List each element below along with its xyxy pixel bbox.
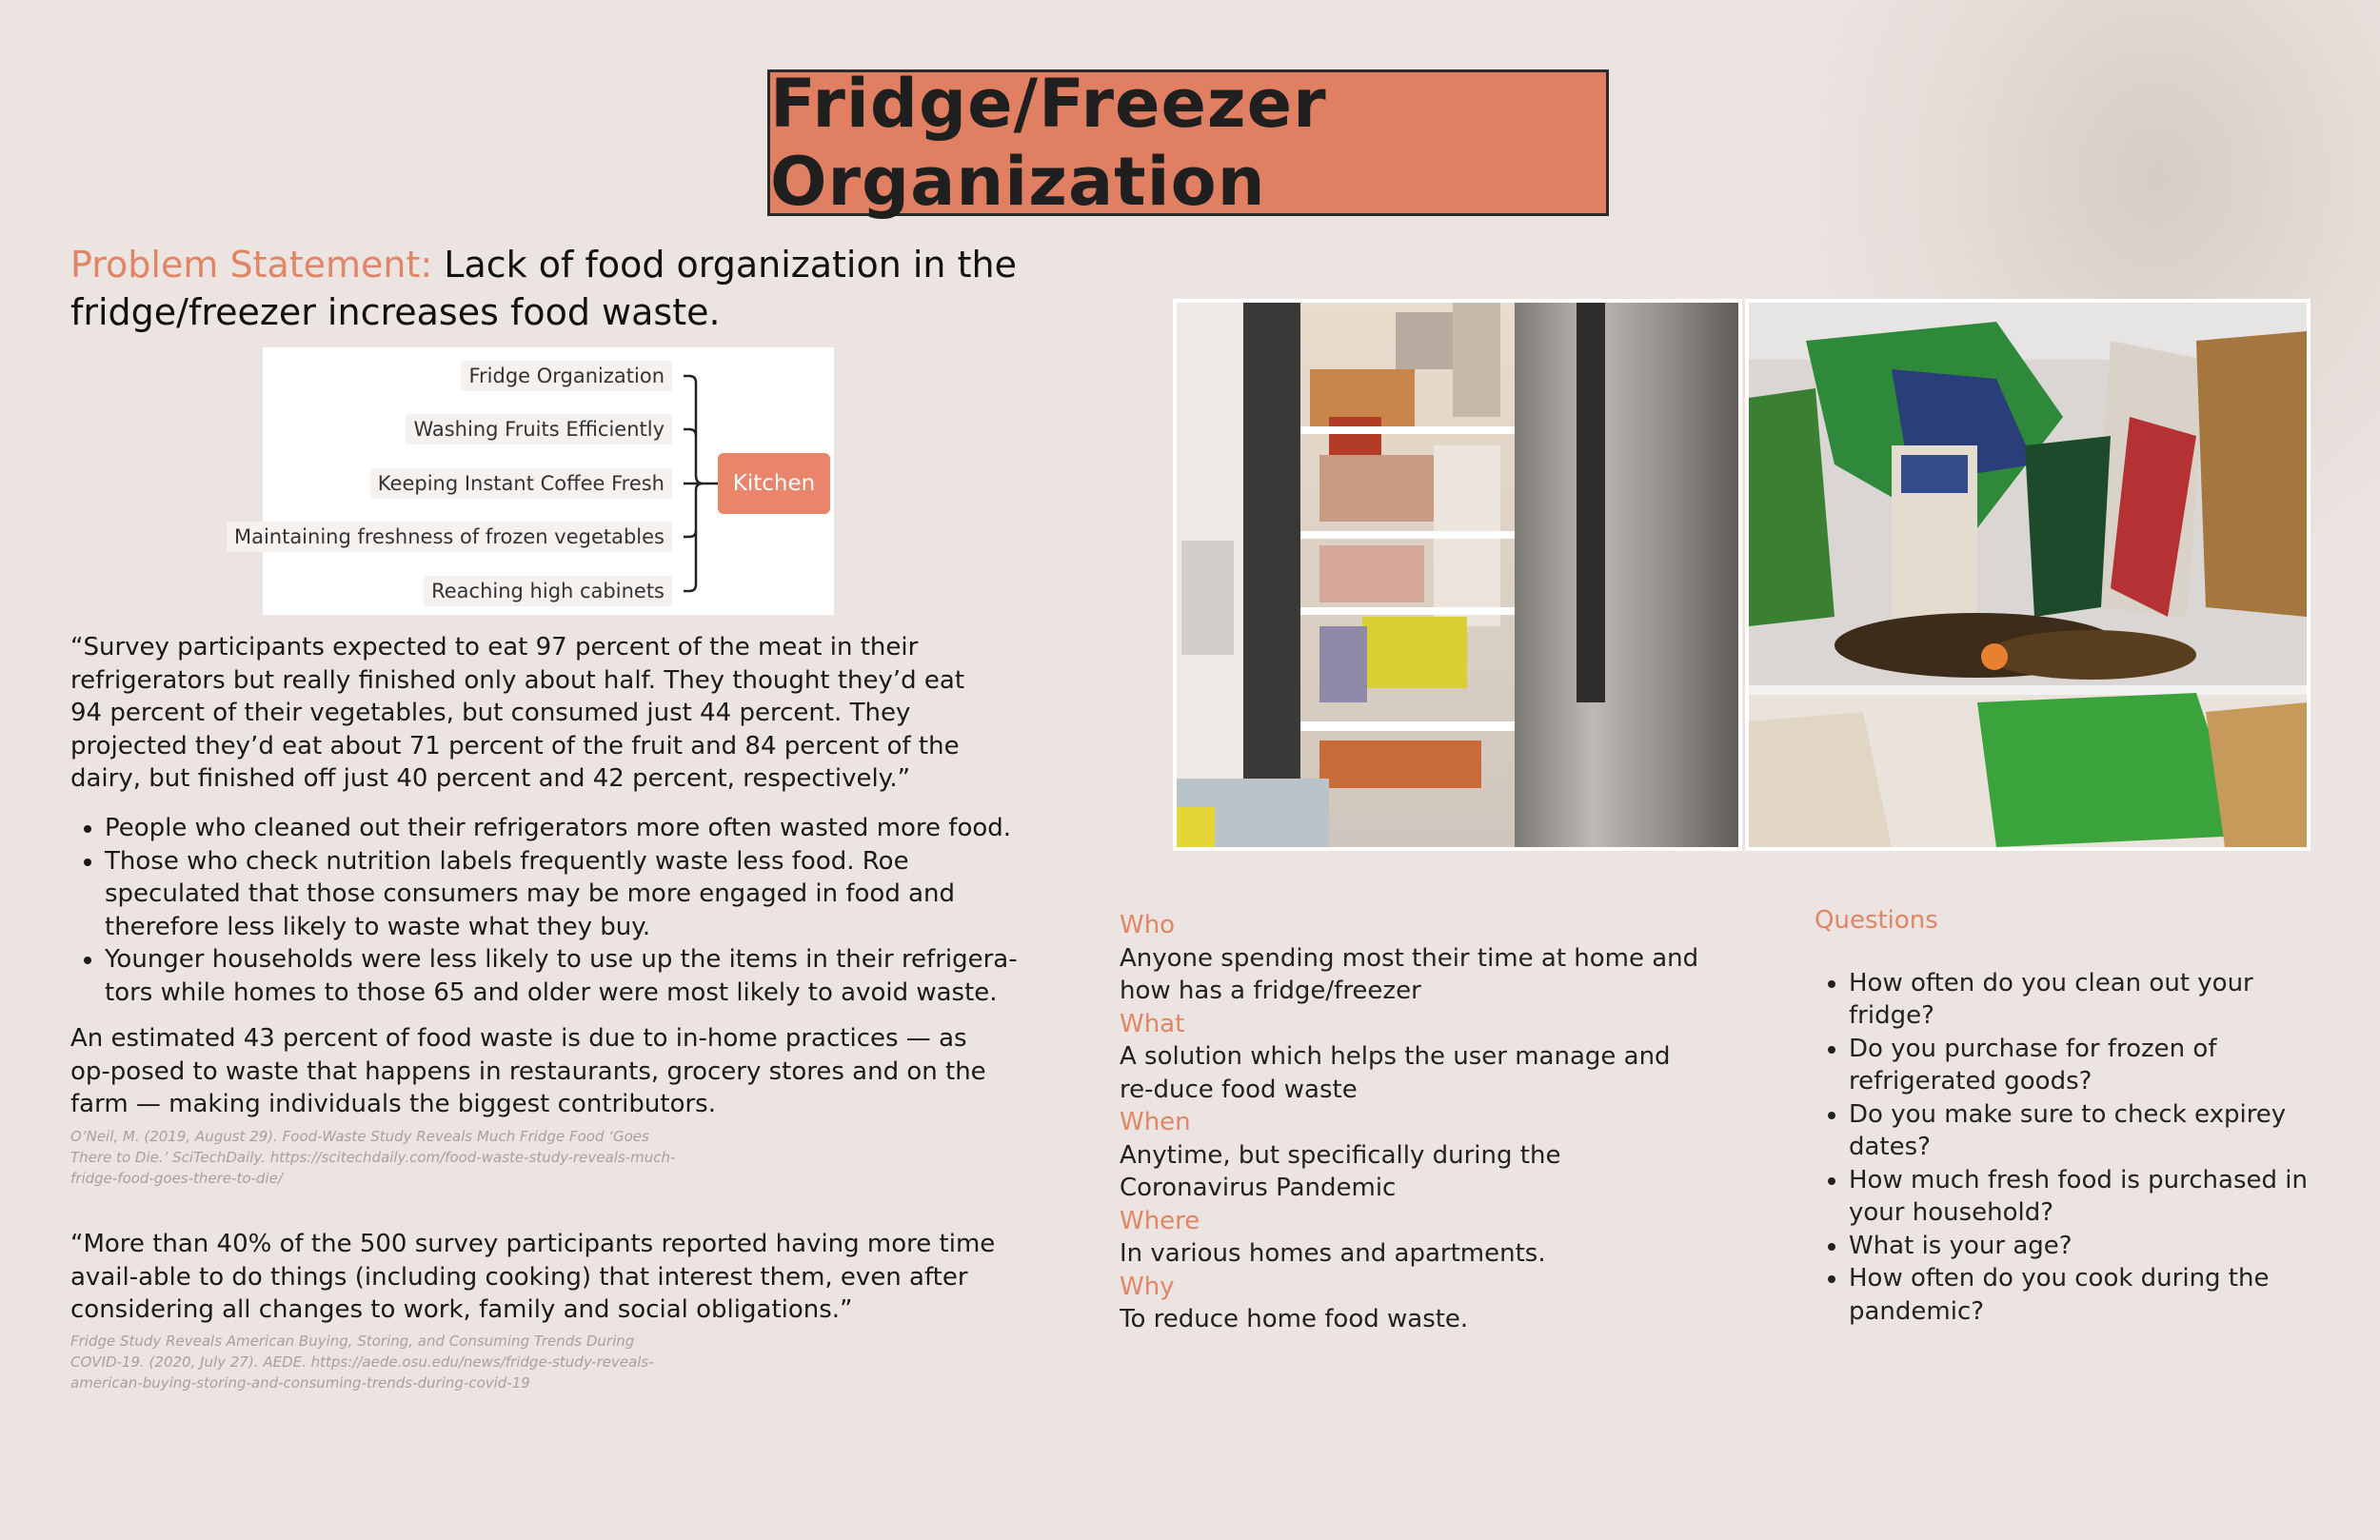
citation: Fridge Study Reveals American Buying, Storing, and Consuming Trends During COVID-19. (2020, July 27). AEDE. https://aede.osu.edu/news/fridge-study-reveals-american-buying-storing-and-consuming-trends-during-covid-19	[70, 1333, 654, 1392]
problem-statement	[70, 241, 1175, 336]
when-text: Anytime, but specifically during the Coronavirus Pandemic	[1120, 1140, 1561, 1202]
survey-quote-2: “More than 40% of the 500 survey participants reported having more time avail-able to do things (including cooking) that interest them, even after considering all changes to work, family and social obligations.”	[70, 1230, 996, 1324]
where-label: Where	[1120, 1206, 1200, 1235]
list-item: • Do you purchase for frozen of refrigerated goods?	[1849, 1033, 2310, 1098]
who-label: Who	[1120, 911, 1176, 939]
why-text: To reduce home food waste.	[1120, 1305, 1469, 1333]
open-fridge-photo	[1173, 299, 1742, 851]
who-text: Anyone spending most their time at home and how has a fridge/freezer	[1120, 943, 1699, 1005]
questions-list	[1815, 967, 2310, 1329]
questions-title: Questions	[1815, 906, 1938, 935]
who-what-when-where-why	[1120, 909, 1710, 1336]
freezer-illustration	[1749, 303, 2307, 847]
fridge-illustration	[1177, 303, 1738, 847]
list-item: • Those who check nutrition labels frequently waste less food. Roe speculated that those consumers may be more engaged in food and therefore less likely to waste what they buy.	[105, 845, 1047, 944]
why-label: Why	[1120, 1272, 1175, 1301]
mindmap-item: Keeping Instant Coffee Fresh	[370, 468, 672, 499]
mindmap-item: Maintaining freshness of frozen vegetables	[227, 522, 672, 552]
list-item: • How often do you cook during the pandemic?	[1849, 1262, 2310, 1328]
problem-text: Lack of food organization in the fridge/freezer increases food waste.	[70, 244, 1017, 333]
mindmap-center-node: Kitchen	[718, 453, 830, 514]
citation: O’Neil, M. (2019, August 29). Food-Waste Study Reveals Much Fridge Food ‘Goes There to Die.’ SciTechDaily. https://scitechdaily.com/food-waste-study-reveals-much-fridge-food-goes-there-to-die/	[70, 1128, 676, 1187]
questions-section	[1815, 904, 2310, 1328]
mindmap-item: Reaching high cabinets	[424, 576, 672, 606]
what-text: A solution which helps the user manage and re-duce food waste	[1120, 1042, 1671, 1104]
when-label: When	[1120, 1108, 1191, 1136]
mindmap-item: Fridge Organization	[461, 361, 672, 391]
list-item: • How often do you clean out your fridge?	[1849, 967, 2310, 1033]
packed-freezer-photo	[1745, 299, 2311, 851]
title-banner	[767, 65, 1609, 221]
problem-label: Problem Statement:	[70, 244, 433, 286]
survey-quote: “Survey participants expected to eat 97 percent of the meat in their refrigerators but really finished only about half. They thought they’d eat 94 percent of their vegetables, but consumed just 44 percent. They projected they’d eat about 71 percent of the fruit and 84 percent of the dairy, but finished off just 40 percent and 42 percent, respectively.”	[70, 633, 965, 793]
mindmap-item: Washing Fruits Efficiently	[406, 414, 672, 444]
list-item: • How much fresh food is purchased in your household?	[1849, 1164, 2310, 1230]
estimate-paragraph: An estimated 43 percent of food waste is due to in-home practices — as op-posed to waste that happens in restaurants, grocery stores and on the farm — making individuals the biggest contributors.	[70, 1024, 986, 1118]
list-item: • Do you make sure to check expirey dates?	[1849, 1098, 2310, 1164]
page-title: Fridge/Freezer Organization	[770, 65, 1327, 221]
findings-list	[70, 812, 1047, 1009]
what-label: What	[1120, 1009, 1185, 1038]
list-item: • What is your age?	[1849, 1230, 2310, 1263]
where-text: In various homes and apartments.	[1120, 1239, 1546, 1268]
kitchen-mindmap	[233, 347, 834, 615]
list-item: • Younger households were less likely to use up the items in their refrigera-tors while homes to those 65 and older were most likely to avoid waste.	[105, 943, 1047, 1009]
list-item: • People who cleaned out their refrigerators more often wasted more food.	[105, 812, 1047, 845]
